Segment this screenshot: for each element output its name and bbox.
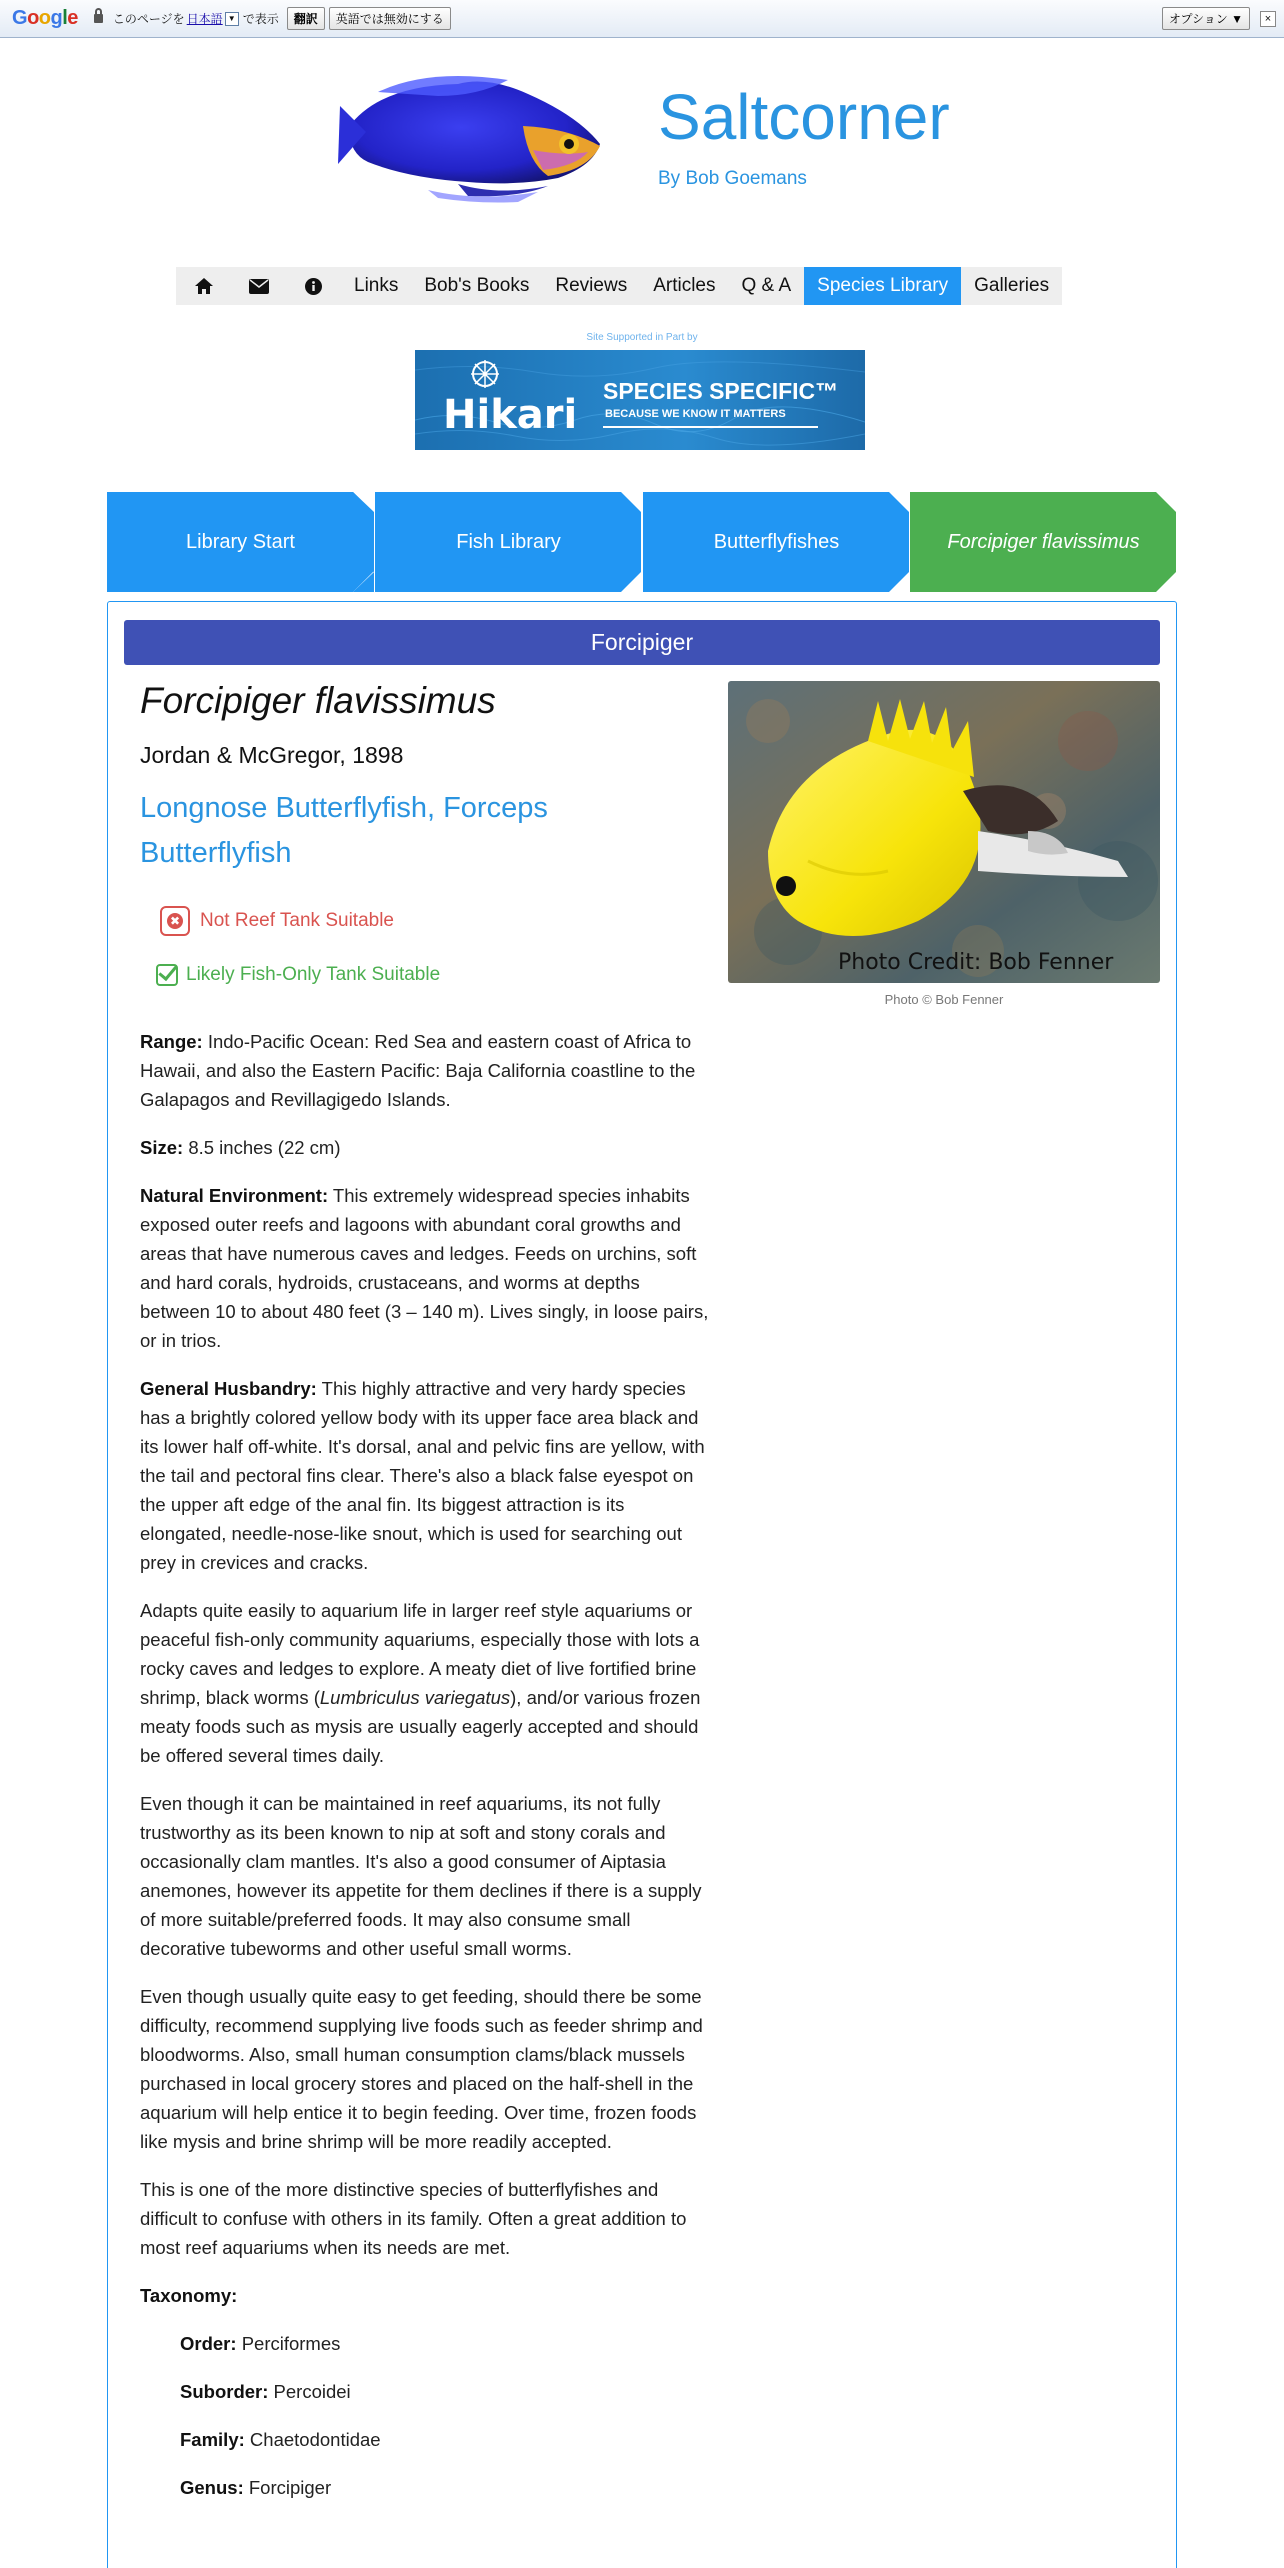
fish-only-status-label: Likely Fish-Only Tank Suitable — [186, 964, 441, 985]
scientific-name: Forcipiger flavissimus — [140, 680, 496, 721]
order-value: Perciformes — [241, 2333, 341, 2354]
fish-logo[interactable] — [338, 66, 610, 204]
diet-text-a: Adapts quite easily to aquarium life in larger reef style aquariums or peaceful fish-only community aquariums, especially those with lots a rocky caves and ledges to explore. A meaty diet of live fortified brine shrimp, black worms ( — [140, 1600, 700, 1708]
nav-articles[interactable]: Articles — [653, 275, 716, 296]
reef-status-label: Not Reef Tank Suitable — [200, 910, 394, 931]
breadcrumb-item-butterflyfishes[interactable]: Butterflyfishes — [713, 530, 840, 553]
google-logo: Google — [12, 7, 78, 29]
husbandry-paragraph — [140, 1374, 712, 1577]
feeding-paragraph: Even though usually quite easy to get feeding, should there be some difficulty, recommend supplying live foods such as feeder shrimp and bloodworms. Also, small human consumption clams/black mussels purchased in local grocery stores and placed on the half-shell in the aquarium will help entice it to begin feeding. Over time, frozen foods like mysis and brine shrimp will be more readily accepted. — [140, 1986, 703, 2152]
taxonomy-family — [180, 2425, 712, 2454]
reef-status — [160, 906, 394, 936]
close-icon: ✖ — [160, 906, 190, 936]
breadcrumb-item-current: Forcipiger flavissimus — [947, 530, 1140, 553]
site-subtitle: By Bob Goemans — [658, 168, 807, 189]
photo-caption: Photo © Bob Fenner — [884, 992, 1004, 1007]
reef-paragraph: Even though it can be maintained in reef aquariums, its not fully trustworthy as its been known to nip at soft and stony corals and occasionally clam mantles. It's also a good consumer of Aiptasia anemones, however its appetite for them declines if there is a supply of more suitable/preferred foods. It may also consume small decorative tubeworms and other useful small worms. — [140, 1793, 702, 1959]
diet-text-italic: Lumbriculus variegatus — [319, 1687, 511, 1708]
order-label: Order: — [180, 2333, 237, 2354]
environment-paragraph — [140, 1181, 712, 1355]
common-names: Longnose Butterflyfish, Forceps Butterflyfish — [140, 792, 548, 869]
nav-links[interactable]: Links — [354, 275, 399, 296]
nav-qa[interactable]: Q & A — [741, 275, 792, 296]
nav-bobs-books[interactable]: Bob's Books — [424, 275, 530, 296]
taxonomy-order — [180, 2329, 712, 2358]
genus-header: Forcipiger — [124, 620, 1160, 665]
fish-only-status — [156, 964, 440, 986]
breadcrumb-item-library-start[interactable]: Library Start — [186, 530, 295, 553]
size-label: Size: — [140, 1137, 184, 1158]
sponsor-label: Site Supported in Part by — [586, 332, 698, 343]
range-paragraph — [140, 1027, 712, 1114]
nav-contact[interactable] — [231, 267, 286, 305]
sponsor-tagline: BECAUSE WE KNOW IT MATTERS — [605, 408, 786, 420]
translate-button[interactable]: 翻訳 — [287, 7, 325, 30]
genus-label: Genus: — [180, 2477, 244, 2498]
sponsor-banner[interactable] — [415, 350, 865, 450]
husbandry-label: General Husbandry: — [140, 1378, 317, 1399]
language-dropdown-icon[interactable]: ▼ — [225, 12, 239, 26]
check-icon — [156, 964, 178, 986]
breadcrumb — [107, 492, 1177, 592]
lock-icon — [94, 14, 103, 23]
main-nav — [176, 267, 1062, 305]
taxonomy-suborder — [180, 2377, 712, 2406]
nav-reviews[interactable]: Reviews — [555, 275, 628, 296]
diet-text-b: ), and/or various frozen meaty foods such as mysis are usually eagerly accepted and should be offered several times daily. — [140, 1687, 701, 1766]
info-icon — [305, 278, 322, 295]
husbandry-text: This highly attractive and very hardy species has a brightly colored yellow body with its upper face area black and its lower half off-white. It's dorsal, anal and pelvic fins are yellow, with the tail and pectoral fins clear. There's also a black false eyespot on the upper aft edge of the anal fin. Its biggest attraction is its elongated, needle-nose-like snout, which is used for searching out prey in crevices and cracks. — [140, 1378, 705, 1573]
site-title[interactable]: Saltcorner — [658, 81, 950, 153]
nav-galleries[interactable]: Galleries — [974, 275, 1050, 296]
language-select[interactable]: 日本語 — [186, 12, 223, 26]
nav-species-library[interactable]: Species Library — [804, 267, 961, 305]
sponsor-underline — [603, 426, 818, 428]
close-icon[interactable]: × — [1260, 11, 1276, 27]
size-paragraph — [140, 1133, 712, 1162]
breadcrumb-item-fish-library[interactable]: Fish Library — [456, 530, 561, 553]
species-photo[interactable] — [728, 681, 1160, 983]
genus-value: Forcipiger — [248, 2477, 332, 2498]
diet-paragraph — [140, 1596, 712, 1770]
translate-suffix: で表示 — [242, 12, 279, 26]
range-text: Indo-Pacific Ocean: Red Sea and eastern coast of Africa to Hawaii, and also the Eastern Pacific: Baja California coastline to the Galapagos and Revillagigedo Islands. — [140, 1031, 696, 1110]
options-button[interactable]: オプション ▼ — [1162, 7, 1250, 30]
photo-watermark: Photo Credit: Bob Fenner — [838, 950, 1114, 975]
translate-prefix: このページを — [112, 12, 185, 26]
species-author: Jordan & McGregor, 1898 — [140, 742, 404, 768]
envelope-icon — [249, 279, 269, 294]
taxonomy-label: Taxonomy: — [140, 2285, 238, 2306]
family-value: Chaetodontidae — [249, 2429, 381, 2450]
suborder-value: Percoidei — [273, 2381, 351, 2402]
translate-bar — [0, 0, 1284, 38]
suborder-label: Suborder: — [180, 2381, 269, 2402]
environment-label: Natural Environment: — [140, 1185, 329, 1206]
nav-home[interactable] — [176, 267, 231, 305]
environment-text: This extremely widespread species inhabits exposed outer reefs and lagoons with abundant coral growths and areas that have numerous caves and ledges. Feeds on urchins, soft and hard corals, hydroids, crustaceans, and worms at depths between 10 to about 480 feet (3 – 140 m). Lives singly, in loose pairs, or in trios. — [140, 1185, 709, 1351]
disable-translate-button[interactable]: 英語では無効にする — [329, 7, 451, 30]
taxonomy-heading — [140, 2281, 712, 2310]
sponsor-brand: Hikari — [443, 392, 578, 438]
taxonomy-genus — [180, 2473, 712, 2502]
family-label: Family: — [180, 2429, 245, 2450]
nav-info[interactable] — [286, 267, 341, 305]
size-text: 8.5 inches (22 cm) — [188, 1137, 341, 1158]
home-icon — [195, 278, 213, 294]
range-label: Range: — [140, 1031, 203, 1052]
species-description — [140, 1027, 712, 2521]
photo-image — [728, 681, 1160, 983]
summary-paragraph: This is one of the more distinctive species of butterflyfishes and difficult to confuse with others in its family. Often a great addition to most reef aquariums when its needs are met. — [140, 2179, 687, 2258]
sponsor-headline: SPECIES SPECIFIC™ — [603, 378, 839, 404]
